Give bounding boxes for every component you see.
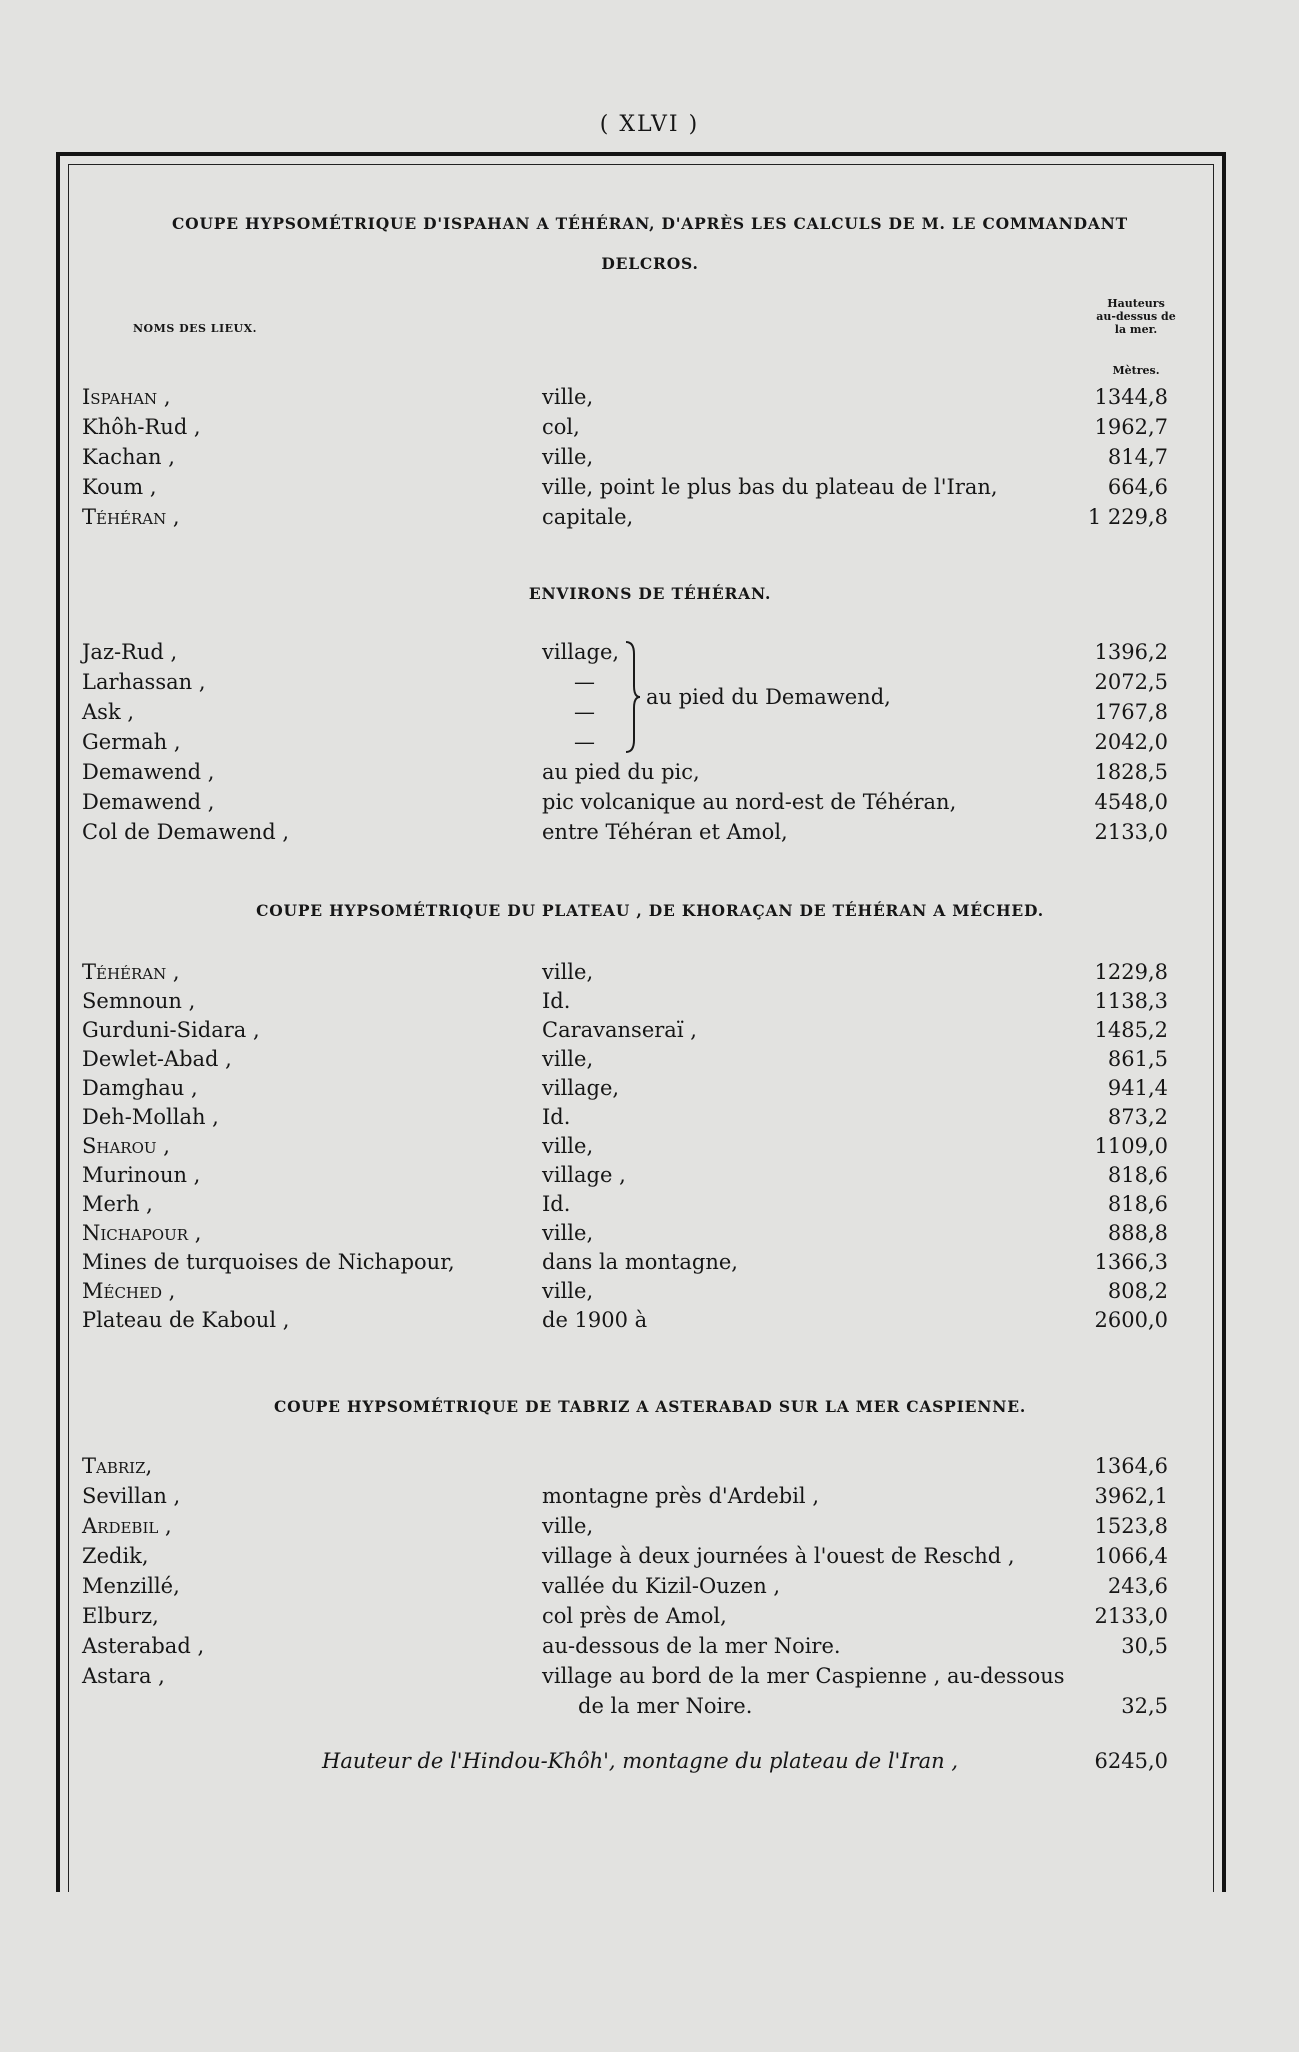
place-name: Jaz-Rud , [82,640,178,664]
section1-heading-line2: DELCROS. [601,254,699,273]
place-description: montagne près d'Ardebil , [542,1484,819,1508]
place-name: Khôh-Rud , [82,415,201,439]
height-value: 1229,8 [1094,960,1168,984]
table-row [0,986,1299,1016]
table-row [0,757,1299,787]
section1-heading-line1: COUPE HYPSOMÉTRIQUE D'ISPAHAN A TÉHÉRAN, D'APRÈS LES CALCULS DE M. LE COMMANDANT [172,214,1128,233]
table-row [0,957,1299,987]
place-description: vallée du Kizil-Ouzen , [542,1574,781,1598]
table-row [0,1661,1299,1691]
place-name: Col de Demawend , [82,820,290,844]
place-name: Téhéran , [82,505,180,529]
place-name: Semnoun , [82,989,196,1013]
place-description: Id. [542,989,571,1013]
place-description: Caravanseraï , [542,1018,697,1042]
height-value: 664,6 [1107,475,1168,499]
table-row [0,1601,1299,1631]
height-value: 814,7 [1107,445,1168,469]
place-description: village au bord de la mer Caspienne , au-dessous [542,1664,1065,1688]
place-name: Dewlet-Abad , [82,1047,232,1071]
place-description: — [574,670,595,694]
table-row [0,412,1299,442]
place-description: — [574,700,595,724]
section4-heading: COUPE HYPSOMÉTRIQUE DE TABRIZ A ASTERABAD SUR LA MER CASPIENNE. [273,1397,1027,1416]
height-value: 1828,5 [1094,760,1168,784]
place-description: — [574,730,595,754]
height-value: 2133,0 [1094,820,1168,844]
height-value: 818,6 [1107,1192,1168,1216]
height-value: 32,5 [1121,1694,1168,1718]
place-name: Kachan , [82,445,175,469]
place-description: ville, [542,1047,594,1071]
place-description: ville, [542,1134,594,1158]
table-row [0,1160,1299,1190]
table-row [0,1102,1299,1132]
place-name: Koum , [82,475,157,499]
table-row [0,1073,1299,1103]
height-value: 243,6 [1107,1574,1168,1598]
column-header-heights-line2: au-dessus de [1096,310,1176,323]
height-value: 808,2 [1107,1279,1168,1303]
height-value: 2600,0 [1094,1308,1168,1332]
place-name: Sevillan , [82,1484,181,1508]
height-value: 2072,5 [1094,670,1168,694]
height-value: 1066,4 [1094,1544,1168,1568]
height-value: 941,4 [1107,1076,1168,1100]
height-value: 888,8 [1107,1221,1168,1245]
height-value: 1962,7 [1094,415,1168,439]
table-row [0,1541,1299,1571]
table-row [0,1247,1299,1277]
footnote-text: Hauteur de l'Hindou-Khôh', montagne du plateau de l'Iran , [322,1749,959,1773]
table-row [0,472,1299,502]
place-name: Menzillé, [82,1574,180,1598]
table-row [0,1571,1299,1601]
table-row [0,727,1299,757]
column-header-heights-line3: la mer. [1114,323,1158,336]
table-row [0,1015,1299,1045]
place-description: ville, [542,960,594,984]
place-description: au pied du pic, [542,760,700,784]
table-row [0,502,1299,532]
place-description: dans la montagne, [542,1250,738,1274]
height-value: 818,6 [1107,1163,1168,1187]
table-row [0,1451,1299,1481]
table-row-continuation [0,1691,1299,1721]
table-row [0,442,1299,472]
place-description: ville, [542,1221,594,1245]
section3-heading: COUPE HYPSOMÉTRIQUE DU PLATEAU , DE KHORAÇAN DE TÉHÉRAN A MÉCHED. [256,901,1044,920]
height-value: 1767,8 [1094,700,1168,724]
place-description: village, [542,1076,620,1100]
column-header-unit: Mètres. [1112,364,1160,377]
place-description: capitale, [542,505,634,529]
place-description: ville, [542,1279,594,1303]
place-description: Id. [542,1192,571,1216]
place-description: ville, point le plus bas du plateau de l'Iran, [542,475,998,499]
table-row [0,817,1299,847]
column-header-heights-line1: Hauteurs [1107,297,1165,310]
height-value: 861,5 [1107,1047,1168,1071]
place-name: Asterabad , [82,1634,205,1658]
place-description: Id. [542,1105,571,1129]
height-value: 30,5 [1121,1634,1168,1658]
brace-icon [622,640,642,754]
place-name: Demawend , [82,790,215,814]
table-row [0,1218,1299,1248]
place-description: village, [542,640,620,664]
table-row [0,1511,1299,1541]
place-name: Téhéran , [82,960,180,984]
brace-label: au pied du Demawend, [646,685,891,709]
place-name: Ispahan , [82,385,171,409]
height-value: 1364,6 [1094,1454,1168,1478]
height-value: 1396,2 [1094,640,1168,664]
place-description: col, [542,415,580,439]
place-name: Murinoun , [82,1163,201,1187]
table-row [0,1305,1299,1335]
place-description-continued: de la mer Noire. [578,1694,753,1718]
place-name: Astara , [82,1664,165,1688]
place-name: Demawend , [82,760,215,784]
height-value: 1485,2 [1094,1018,1168,1042]
table-row [0,1276,1299,1306]
height-value: 3962,1 [1094,1484,1168,1508]
place-name: Ask , [82,700,135,724]
place-description: ville, [542,1514,594,1538]
place-name: Mines de turquoises de Nichapour, [82,1250,455,1274]
place-description: au-dessous de la mer Noire. [542,1634,841,1658]
place-description: ville, [542,385,594,409]
footnote-value: 6245,0 [1094,1749,1168,1773]
place-name: Elburz, [82,1604,159,1628]
place-name: Larhassan , [82,670,206,694]
place-name: Deh-Mollah , [82,1105,219,1129]
place-description: col près de Amol, [542,1604,727,1628]
height-value: 1 229,8 [1087,505,1168,529]
height-value: 1366,3 [1094,1250,1168,1274]
table-row [0,787,1299,817]
column-header-heights [1096,297,1176,336]
height-value: 1523,8 [1094,1514,1168,1538]
place-description: ville, [542,445,594,469]
place-description: village , [542,1163,626,1187]
page-number: ( XLVI ) [599,112,700,137]
table-row [0,1044,1299,1074]
height-value: 1344,8 [1094,385,1168,409]
place-name: Nichapour , [82,1221,202,1245]
place-name: Merh , [82,1192,153,1216]
table-row [0,1631,1299,1661]
place-description: entre Téhéran et Amol, [542,820,788,844]
place-description: de 1900 à [542,1308,648,1332]
place-description: pic volcanique au nord-est de Téhéran, [542,790,957,814]
height-value: 1138,3 [1094,989,1168,1013]
column-header-names: NOMS DES LIEUX. [133,322,258,335]
table-row [0,1481,1299,1511]
place-name: Méched , [82,1279,176,1303]
place-name: Zedik, [82,1544,149,1568]
table-row [0,637,1299,667]
place-description: village à deux journées à l'ouest de Reschd , [542,1544,1015,1568]
table-row [0,382,1299,412]
table-row [0,1189,1299,1219]
section2-heading: ENVIRONS DE TÉHÉRAN. [528,584,772,603]
place-name: Germah , [82,730,181,754]
place-name: Damghau , [82,1076,198,1100]
place-name: Sharou , [82,1134,170,1158]
height-value: 1109,0 [1094,1134,1168,1158]
place-name: Ardebil , [82,1514,172,1538]
place-name: Plateau de Kaboul , [82,1308,290,1332]
height-value: 4548,0 [1094,790,1168,814]
height-value: 2133,0 [1094,1604,1168,1628]
height-value: 873,2 [1107,1105,1168,1129]
table-row [0,1131,1299,1161]
place-name: Gurduni-Sidara , [82,1018,260,1042]
place-name: Tabriz, [82,1454,153,1478]
height-value: 2042,0 [1094,730,1168,754]
